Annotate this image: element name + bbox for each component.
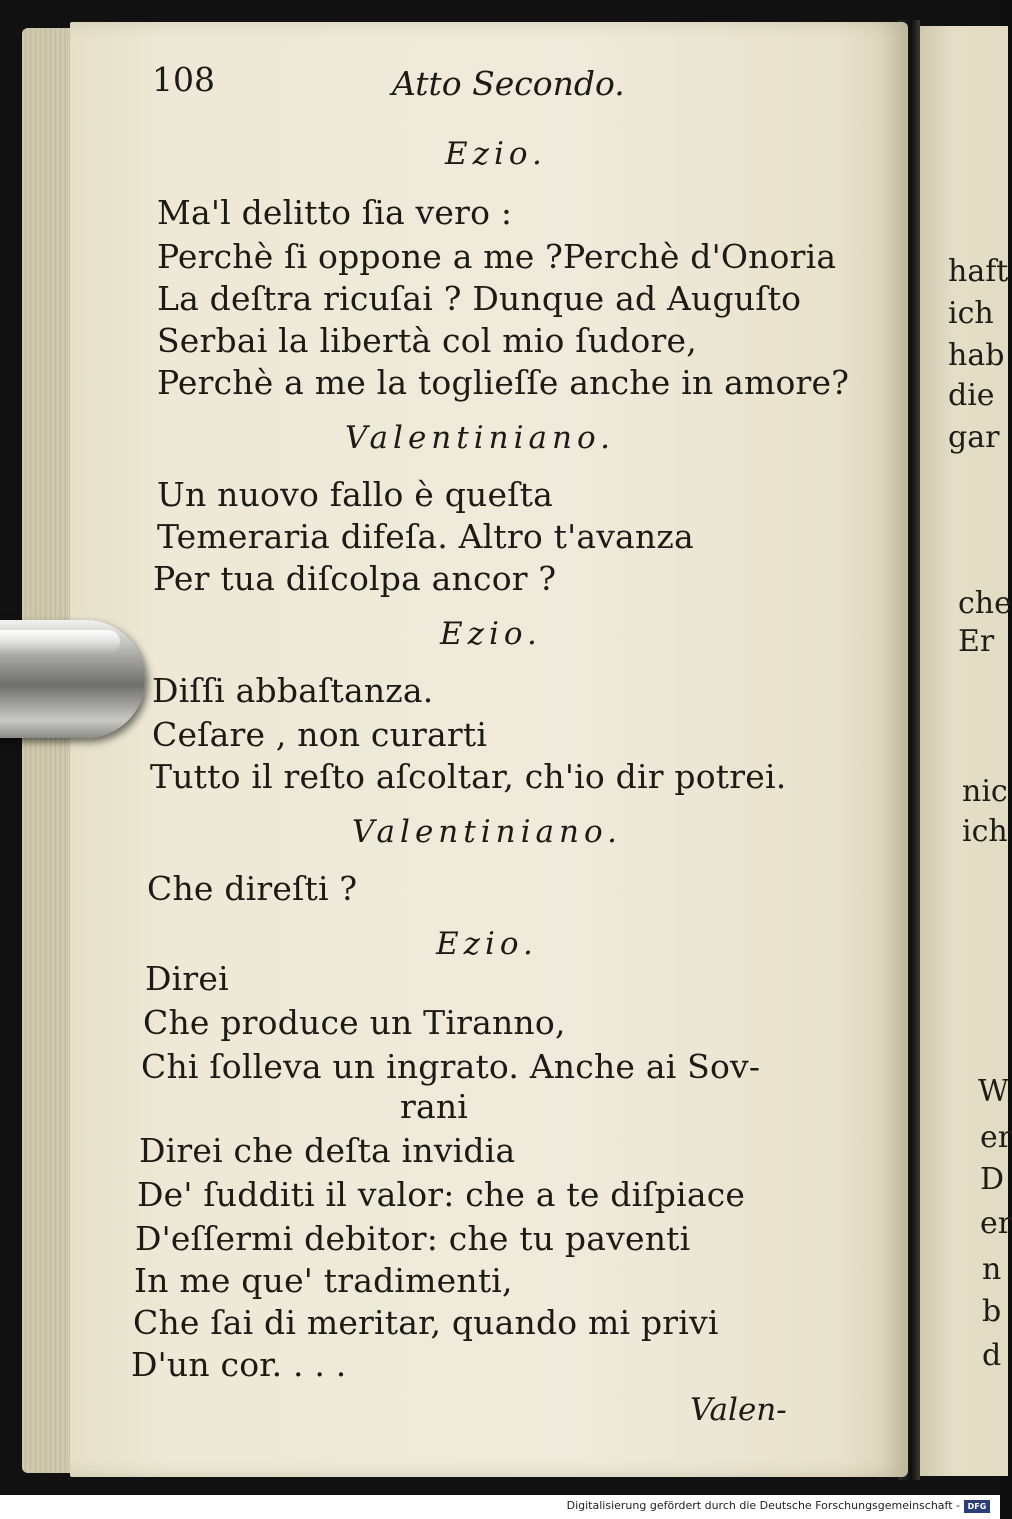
facing-word: hab [948, 338, 1005, 373]
speaker-label: Ezio. [436, 926, 538, 962]
verse-line: Per tua diſcolpa ancor ? [153, 559, 557, 598]
facing-word: ich [948, 296, 994, 331]
facing-word: W [978, 1074, 1009, 1109]
facing-word: Er [958, 624, 995, 659]
facing-page [918, 26, 1012, 1476]
speaker-label: Valentiniano. [345, 420, 615, 456]
facing-word: die [948, 378, 995, 413]
page-number: 108 [152, 60, 215, 99]
verse-line: De' ſudditi il valor: che a te diſpiace [137, 1175, 746, 1214]
verse-line: Diſſi abbaſtanza. [152, 671, 434, 710]
verse-line: Che direſti ? [147, 869, 358, 908]
running-head: Atto Secondo. [392, 64, 625, 103]
verse-line: Ceſare , non curarti [152, 715, 488, 754]
facing-word: che [958, 586, 1012, 621]
verse-line: D'eſſermi debitor: che tu paventi [135, 1219, 691, 1258]
verse-line: Direi che deſta invidia [139, 1131, 516, 1170]
facing-word: gar [948, 420, 1000, 455]
verse-line: Che produce un Tiranno, [143, 1003, 566, 1042]
verse-line: Che ſai di meritar, quando mi privi [133, 1303, 719, 1342]
verse-line-continuation: rani [400, 1087, 469, 1126]
funding-credit: Digitalisierung gefördert durch die Deutsche Forschungsgemeinschaft - [566, 1499, 960, 1512]
facing-word: er [980, 1206, 1012, 1241]
page-clamp-highlight [0, 630, 120, 654]
facing-word: nic [962, 774, 1008, 809]
facing-word: n [982, 1252, 1002, 1287]
verse-line: Perchè a me la toglieſſe anche in amore? [157, 363, 850, 402]
verse-line: Temeraria difeſa. Altro t'avanza [157, 517, 694, 556]
facing-word: er [980, 1120, 1012, 1155]
facing-word: ich [962, 814, 1008, 849]
facing-word: haft [948, 254, 1009, 289]
verse-line: Tutto il reſto aſcoltar, ch'io dir potrei. [150, 757, 787, 796]
catchword: Valen- [690, 1392, 787, 1428]
verse-line: Perchè ſi oppone a me ?Perchè d'Onoria [157, 237, 837, 276]
verse-line: Ma'l delitto ſia vero : [157, 193, 513, 232]
speaker-label: Valentiniano. [352, 814, 622, 850]
dfg-logo: DFG [964, 1500, 990, 1513]
facing-word: b [982, 1294, 1002, 1329]
facing-word: D [980, 1162, 1005, 1197]
verse-line: Direi [145, 959, 229, 998]
speaker-label: Ezio. [445, 136, 547, 172]
verse-line: In me que' tradimenti, [134, 1261, 513, 1300]
footer-bar [0, 1495, 1000, 1519]
facing-word: d [982, 1338, 1002, 1373]
verse-line: Chi ſolleva un ingrato. Anche ai Sov- [141, 1047, 761, 1086]
speaker-label: Ezio. [440, 616, 542, 652]
verse-line: Serbai la libertà col mio ſudore, [157, 321, 697, 360]
verse-line: D'un cor. . . . [131, 1345, 347, 1384]
verse-line: La deſtra ricuſai ? Dunque ad Auguſto [157, 279, 802, 318]
verse-line: Un nuovo fallo è queſta [157, 475, 553, 514]
